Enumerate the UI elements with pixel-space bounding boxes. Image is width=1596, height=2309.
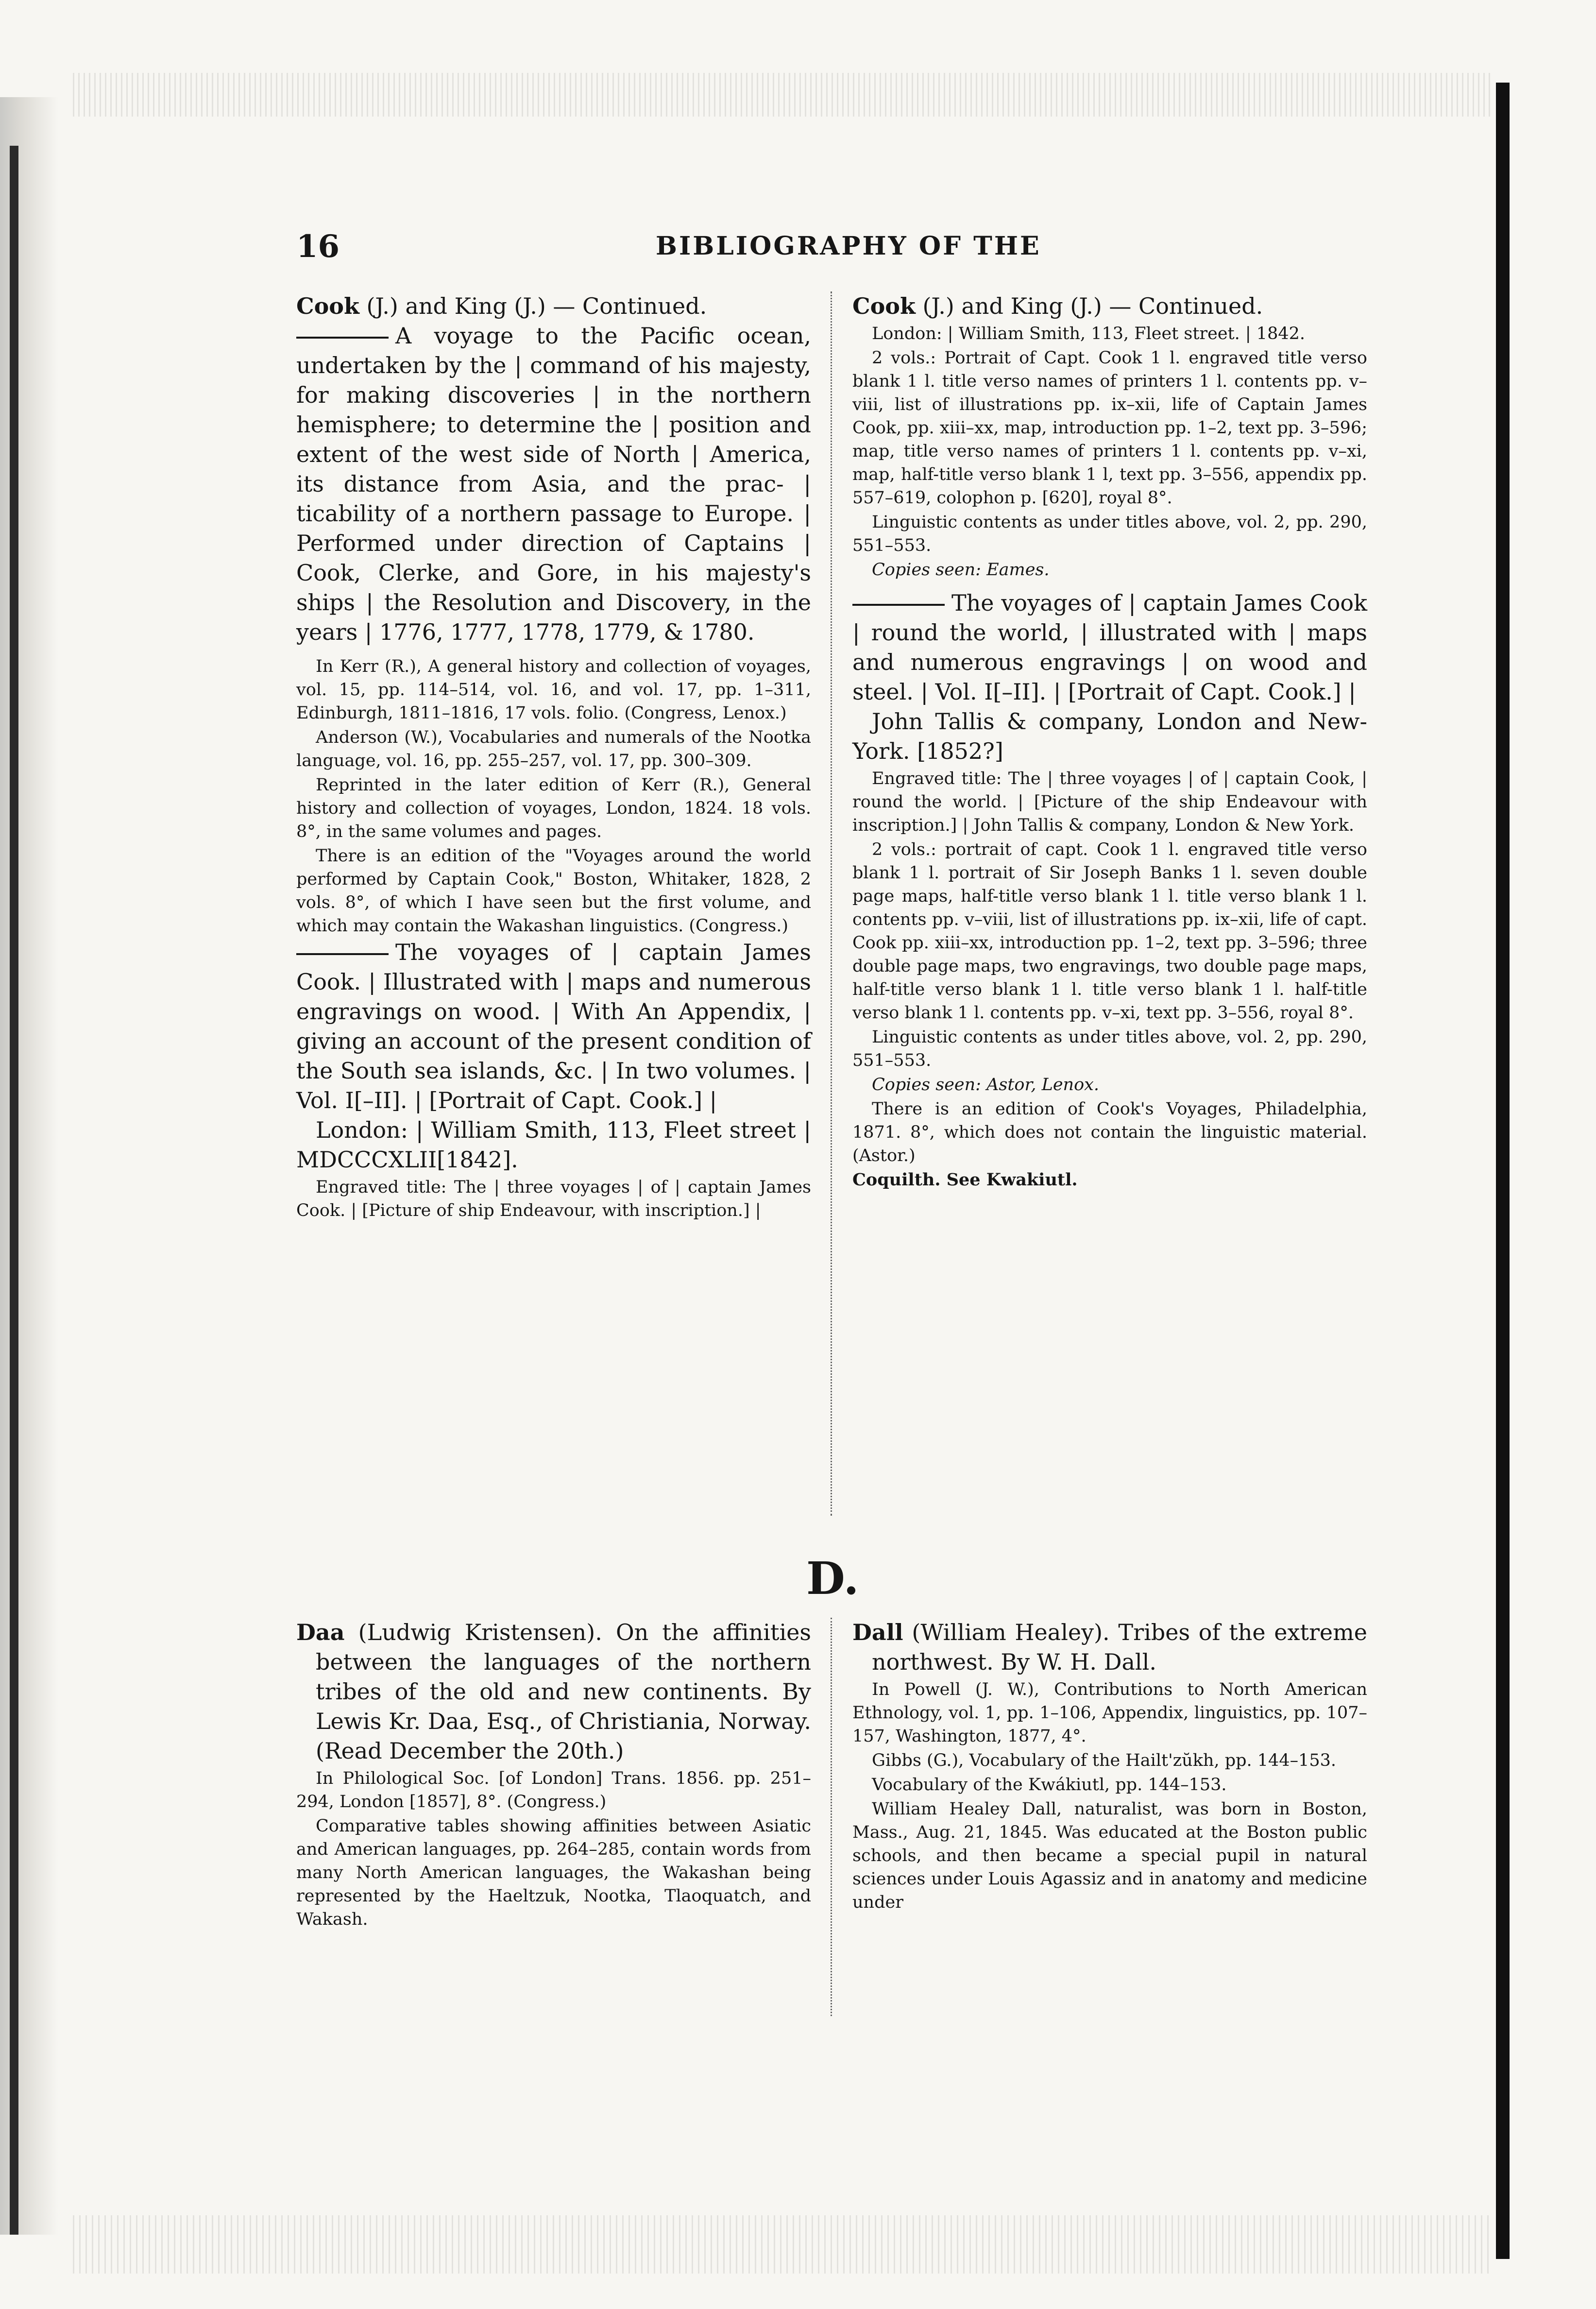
scan-bar-right [1496,83,1510,2259]
copies-seen: Copies seen: Astor, Lenox. [872,1075,1100,1095]
entry-cook-king-continued-head [296,291,811,321]
note-philological-soc: In Philological Soc. [of London] Trans. 1856. pp. 251–294, London [1857], 8°. (Congress.) [296,1769,811,1812]
entry-voyages-captain-cook [296,938,811,1115]
note-kerr: In Kerr (R.), A general history and collection of voyages, vol. 15, pp. 114–514, vol. 16, and vol. 17, pp. 1–311, Edinburgh, 1811–1816, 17 vols. folio. (Congress, Lenox.) [296,657,811,723]
collation-1852: 2 vols.: portrait of capt. Cook 1 l. engraved title verso blank 1 l. portrait of Sir Joseph Banks 1 l. seven double page maps, half-title verso blank 1 l. title verso blank 1 l. contents pp. v–viii, list of illustrations pp. ix–xii, life of capt. Cook pp. xiii–xx, introduction pp. 1–2, text pp. 3–596; three double page maps, two engravings, two double page maps, half-title verso blank 1 l. title verso blank 1 l. half-title verso blank 1 l. contents pp. v–xi, text pp. 3–556, royal 8°. [852,840,1367,1023]
collation-1842: 2 vols.: Portrait of Capt. Cook 1 l. engraved title verso blank 1 l. title verso names of printers 1 l. contents pp. v–viii, list of illustrations pp. ix–xii, life of Captain James Cook, pp. xiii–xx, map, introduction pp. 1–2, text pp. 3–596; map, title verso names of printers 1 l. contents pp. v–xi, map, half-title verso blank 1 l, text pp. 3–556, appendix pp. 557–619, colophon p. [620], royal 8°. [852,348,1367,508]
entry-head-rest: (J.) and King (J.) — Continued. [922,293,1263,319]
page-number: 16 [296,228,340,265]
running-title: BIBLIOGRAPHY OF THE [656,231,1041,261]
entry-daa [296,1618,811,1766]
entry-cook-king-continued-head [852,291,1367,321]
note-biography: William Healey Dall, naturalist, was born in Boston, Mass., Aug. 21, 1845. Was educated at the Boston public schools, and then became a special pupil in natural sciences under Louis Agassiz and in anatomy and medicine under [852,1799,1367,1912]
scan-noise-top [73,73,1491,117]
entry-head-name: Dall [852,1619,903,1645]
note-comparative-tables: Comparative tables showing affinities between Asiatic and American languages, pp. 264–285, contain words from many North American languages, the Wakashan being represented by the Haeltzuk, Nootka, Tlaoquatch, and Wakash. [296,1816,811,1929]
entry-head-name: Daa [296,1619,345,1645]
entry-title: A voyage to the Pacific ocean, undertaken by the | command of his majesty, for making discoveries | in the northern hemisphere; to determine the | position and extent of the west side of North | America, its distance from Asia, and the prac- | ticability of a northern passage to Europe. | Performed under direction of Captains | Cook, Clerke, and Gore, in his majesty's ships | the Resolution and Discovery, in the years | 1776, 1777, 1778, 1779, & 1780. [296,323,811,645]
entry-head-name: Cook [852,293,916,319]
note-kwakiutl: Vocabulary of the Kwákiutl, pp. 144–153. [872,1775,1227,1795]
entry-title: The voyages of | captain James Cook | round the world, | illustrated with | maps and numerous engravings | on wood and steel. | Vol. I[–II]. | [Portrait of Capt. Cook.] | [852,590,1367,705]
note-powell: In Powell (J. W.), Contributions to North American Ethnology, vol. 1, pp. 1–106, Appendix, linguistics, pp. 107–157, Washington, 1877, 4°. [852,1680,1367,1746]
scan-edge-left [0,97,58,2235]
ditto-dash [296,953,389,955]
imprint-continued: London: | William Smith, 113, Fleet street. | 1842. [872,324,1306,343]
ditto-dash [296,337,389,339]
note-philadelphia: There is an edition of Cook's Voyages, Philadelphia, 1871. 8°, which does not contain the linguistic material. (Astor.) [852,1099,1367,1165]
note-reprinted: Reprinted in the later edition of Kerr (R.), General history and collection of voyages, London, 1824. 18 vols. 8°, in the same volumes and pages. [296,775,811,841]
section-letter: D. [806,1552,859,1605]
note-anderson: Anderson (W.), Vocabularies and numerals of the Nootka language, vol. 16, pp. 255–257, vol. 17, pp. 300–309. [296,728,811,770]
left-column [296,291,811,1222]
linguistic-contents: Linguistic contents as under titles above, vol. 2, pp. 290, 551–553. [852,513,1367,555]
scan-noise-bottom [73,2215,1491,2274]
right-column [852,291,1367,1192]
entry-head-name: Cook [296,293,359,319]
page-header [296,228,1404,272]
note-boston-edition: There is an edition of the "Voyages around the world performed by Captain Cook," Boston, Whitaker, 1828, 2 vols. 8°, of which I have seen but the first volume, and which may contain the Wakashan linguistics. (Congress.) [296,846,811,936]
cross-ref-coquilth: Coquilth. See Kwakiutl. [852,1170,1078,1190]
note-engraved-title: Engraved title: The | three voyages | of | captain James Cook. | [Picture of ship Endeavour, with inscription.] | [296,1178,811,1220]
linguistic-contents: Linguistic contents as under titles above, vol. 2, pp. 290, 551–553. [852,1027,1367,1070]
entry-voyage-pacific [296,321,811,647]
entry-voyages-round-world [852,588,1367,707]
copies-seen: Copies seen: Eames. [872,560,1050,580]
scan-bar-left [10,146,18,2235]
note-gibbs: Gibbs (G.), Vocabulary of the Hailt'zŭkh, pp. 144–153. [872,1751,1337,1770]
column-divider [831,291,832,1516]
ditto-dash [852,604,945,606]
entry-imprint: John Tallis & company, London and New-York. [1852?] [852,708,1367,764]
entry-dall [852,1618,1367,1677]
entry-head-rest: (J.) and King (J.) — Continued. [366,293,707,319]
note-engraved-title: Engraved title: The | three voyages | of | captain Cook, | round the world. | [Picture of the ship Endeavour with inscription.] | John Tallis & company, London & New York. [852,769,1367,835]
entry-title: (Ludwig Kristensen). On the affinities between the languages of the northern tribes of the old and new continents. By Lewis Kr. Daa, Esq., of Christiania, Norway. (Read December the 20th.) [316,1619,811,1764]
lower-right-column [852,1618,1367,1914]
entry-imprint: London: | William Smith, 113, Fleet street | MDCCCXLII[1842]. [296,1117,811,1173]
entry-title: (William Healey). Tribes of the extreme northwest. By W. H. Dall. [872,1619,1368,1675]
column-divider-lower [831,1618,832,2016]
entry-title: The voyages of | captain James Cook. | Illustrated with | maps and numerous engravings on wood. | With An Appendix, | giving an account of the present condition of the South sea islands, &c. | In two volumes. | Vol. I[–II]. | [Portrait of Capt. Cook.] | [296,939,811,1113]
lower-left-column [296,1618,811,1931]
